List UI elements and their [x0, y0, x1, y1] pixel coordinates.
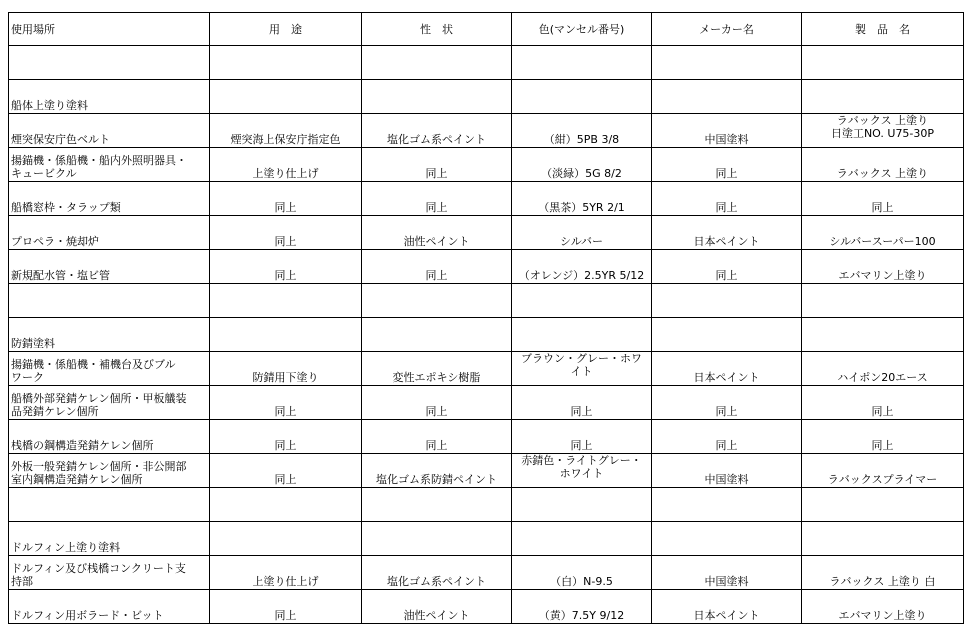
product-cell: ラバックス 上塗り 日塗工NO. U75-30P	[802, 114, 964, 148]
section-row	[9, 80, 964, 114]
product-cell: ラバックス 上塗り 白	[802, 556, 964, 590]
empty-cell	[362, 488, 512, 522]
location-cell: 外板一般発錆ケレン個所・非公開部 室内鋼構造発錆ケレン個所	[9, 454, 210, 488]
product-cell: 同上	[802, 182, 964, 216]
empty-cell	[652, 46, 802, 80]
maker-cell: 同上	[652, 182, 802, 216]
location-cell: ドルフィン用ボラード・ビット	[9, 590, 210, 624]
color-cell: （黒茶）5YR 2/1	[512, 182, 652, 216]
paint-spec-table	[8, 12, 964, 624]
table-row	[9, 556, 964, 590]
empty-cell	[512, 522, 652, 556]
maker-cell: 同上	[652, 250, 802, 284]
table-row	[9, 386, 964, 420]
empty-cell	[9, 284, 210, 318]
empty-cell	[512, 318, 652, 352]
section-row	[9, 318, 964, 352]
color-cell: 同上	[512, 386, 652, 420]
maker-cell: 同上	[652, 386, 802, 420]
use-cell: 同上	[210, 216, 362, 250]
section-title: 防錆塗料	[9, 318, 210, 352]
use-cell: 煙突海上保安庁指定色	[210, 114, 362, 148]
header-maker: メーカー名	[652, 13, 802, 46]
use-cell: 上塗り仕上げ	[210, 556, 362, 590]
blank-row	[9, 46, 964, 80]
color-cell: 赤錆色・ライトグレー・ ホワイト	[512, 454, 652, 488]
empty-cell	[362, 522, 512, 556]
table-row	[9, 352, 964, 386]
nature-cell: 同上	[362, 148, 512, 182]
empty-cell	[210, 488, 362, 522]
blank-row	[9, 284, 964, 318]
blank-row	[9, 488, 964, 522]
nature-cell: 同上	[362, 250, 512, 284]
maker-cell: 中国塗料	[652, 454, 802, 488]
empty-cell	[802, 522, 964, 556]
nature-cell: 塩化ゴム系ペイント	[362, 114, 512, 148]
empty-cell	[210, 522, 362, 556]
location-cell: 揚錨機・係船機・補機台及びブル ワーク	[9, 352, 210, 386]
nature-cell: 油性ペイント	[362, 216, 512, 250]
empty-cell	[802, 318, 964, 352]
table-row	[9, 454, 964, 488]
table-row	[9, 216, 964, 250]
table-row	[9, 420, 964, 454]
maker-cell: 同上	[652, 420, 802, 454]
product-cell: 同上	[802, 420, 964, 454]
table-row	[9, 182, 964, 216]
empty-cell	[512, 284, 652, 318]
header-use: 用 途	[210, 13, 362, 46]
header-nature: 性 状	[362, 13, 512, 46]
color-cell: シルバー	[512, 216, 652, 250]
header-location: 使用場所	[9, 13, 210, 46]
header-row	[9, 13, 964, 46]
product-cell: ハイポン20エース	[802, 352, 964, 386]
maker-cell: 同上	[652, 148, 802, 182]
nature-cell: 塩化ゴム系ペイント	[362, 556, 512, 590]
product-cell: エバマリン上塗り	[802, 590, 964, 624]
color-cell: （黄）7.5Y 9/12	[512, 590, 652, 624]
location-cell: 新規配水管・塩ビ管	[9, 250, 210, 284]
nature-cell: 塩化ゴム系防錆ペイント	[362, 454, 512, 488]
maker-cell: 日本ペイント	[652, 352, 802, 386]
color-cell: ブラウン・グレー・ホワ イト	[512, 352, 652, 386]
table-row	[9, 114, 964, 148]
table-row	[9, 250, 964, 284]
maker-cell: 中国塗料	[652, 556, 802, 590]
location-cell: 煙突保安庁色ベルト	[9, 114, 210, 148]
maker-cell: 中国塗料	[652, 114, 802, 148]
use-cell: 同上	[210, 590, 362, 624]
empty-cell	[210, 46, 362, 80]
color-cell: 同上	[512, 420, 652, 454]
section-row	[9, 522, 964, 556]
empty-cell	[802, 80, 964, 114]
empty-cell	[210, 318, 362, 352]
maker-cell: 日本ペイント	[652, 216, 802, 250]
color-cell: （白）N-9.5	[512, 556, 652, 590]
empty-cell	[362, 318, 512, 352]
location-cell: 船橋外部発錆ケレン個所・甲板艤装 品発錆ケレン個所	[9, 386, 210, 420]
nature-cell: 同上	[362, 182, 512, 216]
section-title: ドルフィン上塗り塗料	[9, 522, 210, 556]
location-cell: 船橋窓枠・タラップ類	[9, 182, 210, 216]
empty-cell	[362, 46, 512, 80]
maker-cell: 日本ペイント	[652, 590, 802, 624]
use-cell: 同上	[210, 454, 362, 488]
use-cell: 同上	[210, 386, 362, 420]
use-cell: 上塗り仕上げ	[210, 148, 362, 182]
empty-cell	[362, 284, 512, 318]
color-cell: （淡緑）5G 8/2	[512, 148, 652, 182]
product-cell: ラバックスプライマー	[802, 454, 964, 488]
table-body	[9, 46, 964, 624]
use-cell: 防錆用下塗り	[210, 352, 362, 386]
empty-cell	[512, 46, 652, 80]
table-row	[9, 590, 964, 624]
product-cell: エバマリン上塗り	[802, 250, 964, 284]
empty-cell	[802, 488, 964, 522]
location-cell: 桟橋の鋼構造発錆ケレン個所	[9, 420, 210, 454]
location-cell: 揚錨機・係船機・船内外照明器具・ キュービクル	[9, 148, 210, 182]
empty-cell	[210, 284, 362, 318]
nature-cell: 同上	[362, 420, 512, 454]
product-cell: 同上	[802, 386, 964, 420]
product-cell: ラバックス 上塗り	[802, 148, 964, 182]
empty-cell	[652, 522, 802, 556]
empty-cell	[652, 80, 802, 114]
product-cell: シルバースーパー100	[802, 216, 964, 250]
location-cell: プロペラ・焼却炉	[9, 216, 210, 250]
section-title: 船体上塗り塗料	[9, 80, 210, 114]
use-cell: 同上	[210, 250, 362, 284]
empty-cell	[652, 318, 802, 352]
nature-cell: 油性ペイント	[362, 590, 512, 624]
empty-cell	[362, 80, 512, 114]
color-cell: （オレンジ）2.5YR 5/12	[512, 250, 652, 284]
use-cell: 同上	[210, 182, 362, 216]
header-color: 色(マンセル番号)	[512, 13, 652, 46]
empty-cell	[652, 488, 802, 522]
color-cell: （紺）5PB 3/8	[512, 114, 652, 148]
empty-cell	[512, 80, 652, 114]
empty-cell	[9, 46, 210, 80]
use-cell: 同上	[210, 420, 362, 454]
nature-cell: 変性エポキシ樹脂	[362, 352, 512, 386]
header-product: 製 品 名	[802, 13, 964, 46]
nature-cell: 同上	[362, 386, 512, 420]
empty-cell	[802, 46, 964, 80]
empty-cell	[652, 284, 802, 318]
empty-cell	[512, 488, 652, 522]
empty-cell	[210, 80, 362, 114]
table-row	[9, 148, 964, 182]
empty-cell	[802, 284, 964, 318]
empty-cell	[9, 488, 210, 522]
location-cell: ドルフィン及び桟橋コンクリート支 持部	[9, 556, 210, 590]
